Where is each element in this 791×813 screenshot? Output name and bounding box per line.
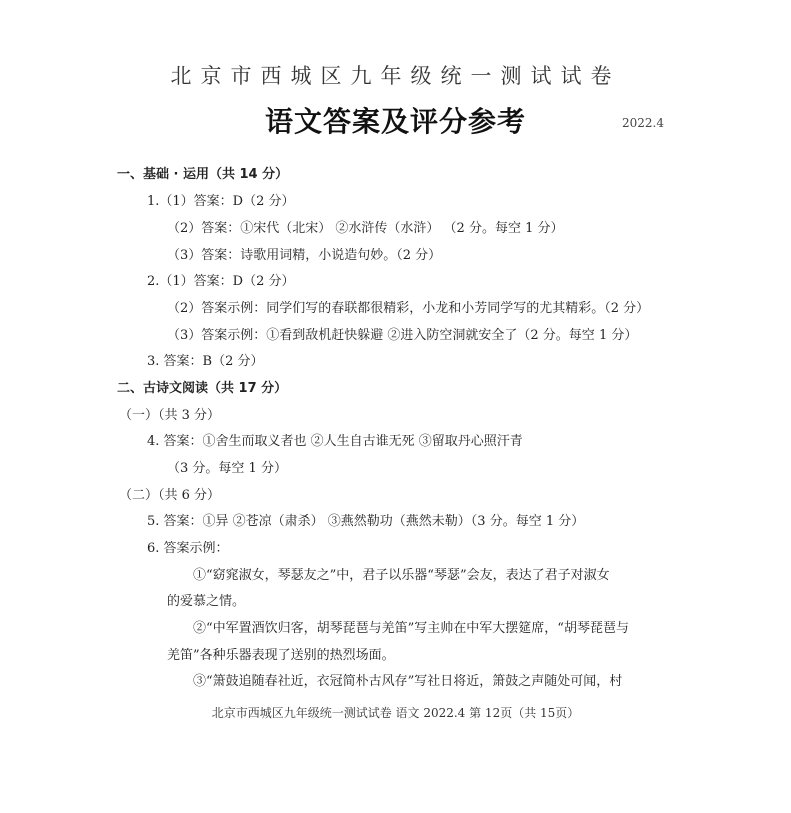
answer-line: 6. 答案示例：: [147, 541, 229, 556]
answer-paragraph-line: ②“中军置酒饮归客，胡琴琵琶与羌笛”写主帅在中军大摆筵席，“胡琴琵琶与: [193, 621, 629, 636]
answer-line: 5. 答案：①异 ②苍凉（肃杀） ③燕然勒功（燕然未勒）（3 分。每空 1 分）: [147, 514, 585, 529]
answer-paragraph-line: 羌笛”各种乐器表现了送别的热烈场面。: [167, 648, 395, 663]
answer-line: （3 分。每空 1 分）: [167, 461, 287, 476]
exam-title: 北京市西城区九年级统一测试试卷: [170, 64, 621, 88]
subsection-heading: （二）（共 6 分）: [119, 488, 221, 503]
answer-paragraph-line: 的爱慕之情。: [167, 594, 246, 609]
page-footer: 北京市西城区九年级统一测试试卷 语文 2022.4 第 12页（共 15页）: [211, 706, 580, 720]
answer-paragraph-line: ①“窈窕淑女，琴瑟友之”中，君子以乐器“琴瑟”会友，表达了君子对淑女: [193, 568, 610, 583]
section-heading-basics: 一、基础 · 运用（共 14 分）: [117, 167, 289, 182]
answer-line: 2.（1）答案：D（2 分）: [147, 274, 295, 289]
subsection-heading: （一）（共 3 分）: [119, 408, 221, 423]
answer-key-title: 语文答案及评分参考: [264, 105, 526, 138]
answer-line: 4. 答案：①舍生而取义者也 ②人生自古谁无死 ③留取丹心照汗青: [147, 434, 523, 449]
section-heading-classical: 二、古诗文阅读（共 17 分）: [117, 381, 288, 396]
answer-line: （2）答案示例：同学们写的春联都很精彩，小龙和小芳同学写的尤其精彩。（2 分）: [167, 301, 650, 316]
answer-line: （3）答案示例：①看到敌机赶快躲避 ②进入防空洞就安全了（2 分。每空 1 分）: [167, 328, 638, 343]
exam-date: 2022.4: [622, 116, 664, 130]
answer-line: 3. 答案：B（2 分）: [147, 354, 264, 369]
answer-paragraph-line: ③“箫鼓追随春社近，衣冠简朴古风存”写社日将近，箫鼓之声随处可闻，村: [193, 674, 623, 689]
answer-line: 1.（1）答案：D（2 分）: [147, 194, 295, 209]
answer-line: （2）答案：①宋代（北宋） ②水浒传（水浒） （2 分。每空 1 分）: [167, 221, 564, 236]
answer-line: （3）答案：诗歌用词精，小说造句妙。（2 分）: [167, 248, 442, 263]
